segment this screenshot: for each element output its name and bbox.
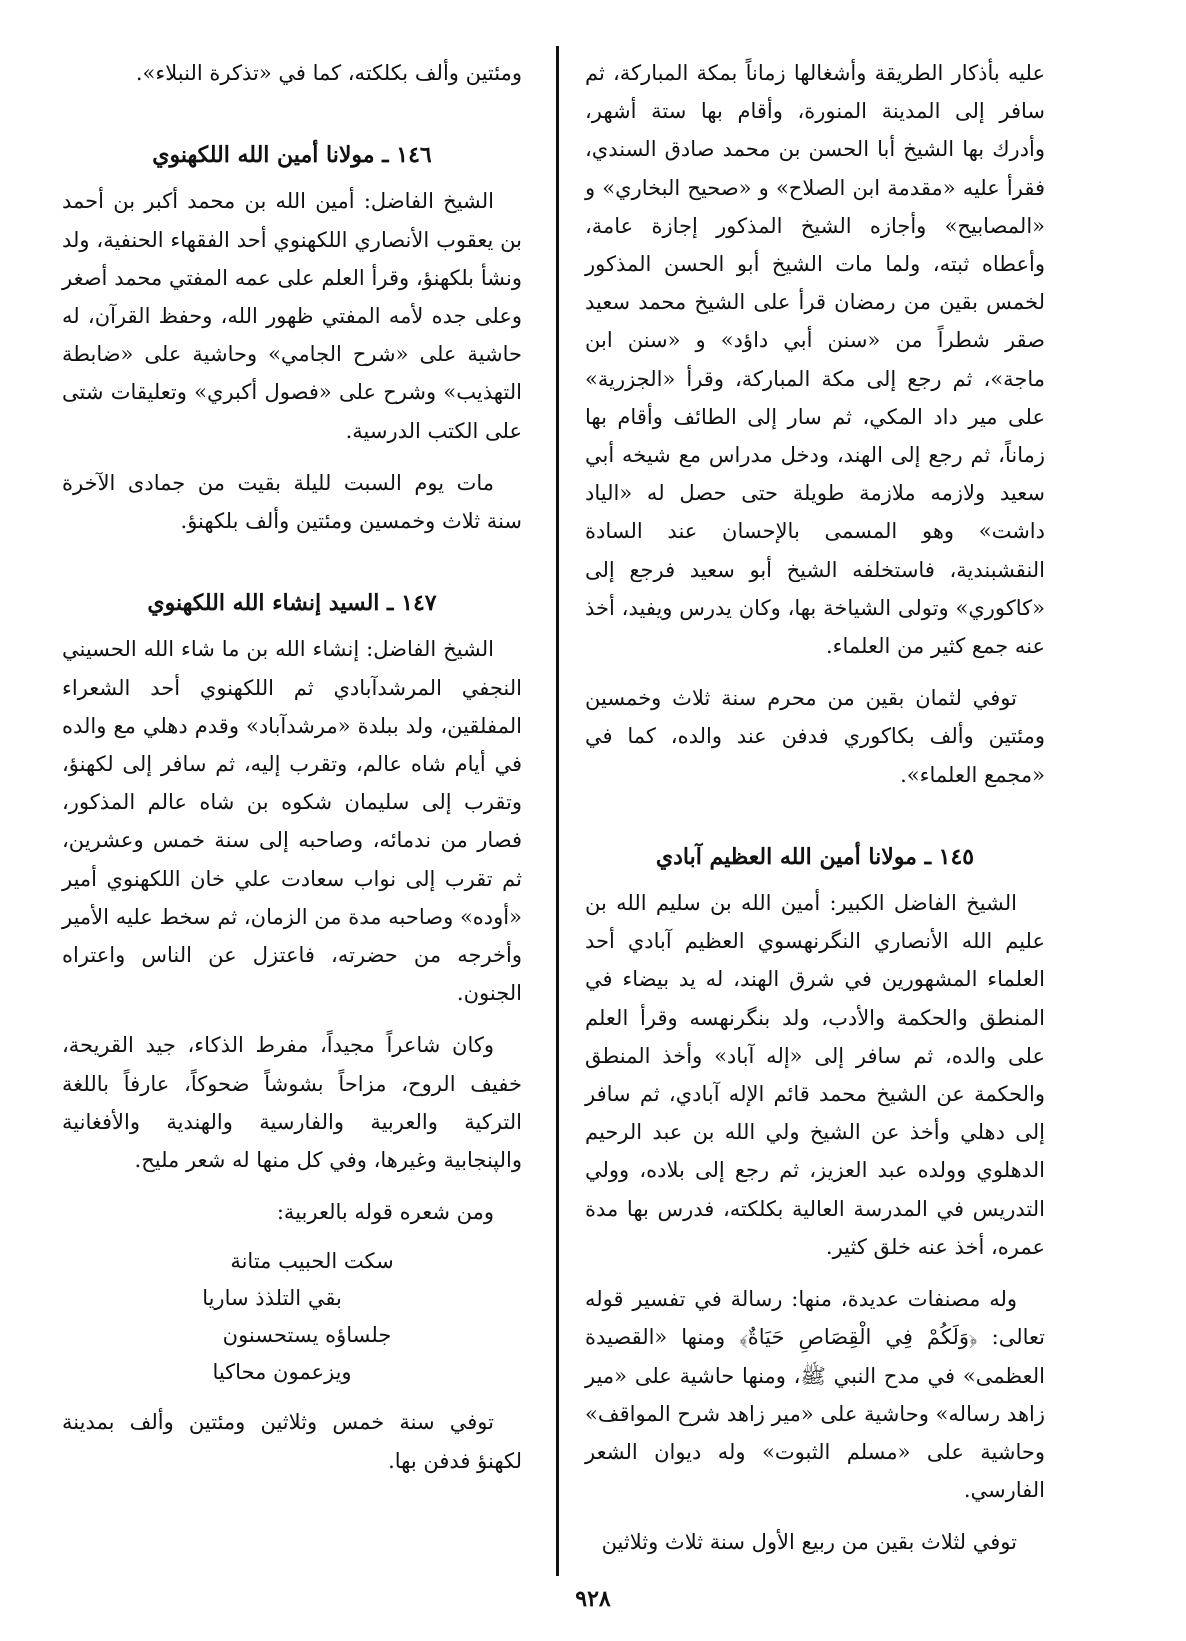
- paragraph-bio-146: الشيخ الفاضل: أمين الله بن محمد أكبر بن أحمد بن يعقوب الأنصاري اللكهنوي أحد الفقهاء الحنفية، ولد ونشأ بلكهنؤ، وقرأ العلم على عمه المفتي محمد أصغر وعلى جده لأمه المفتي ظهور الله، وحفظ القرآن، له حاشية على «شرح الجامي» وحاشية على «ضابطة التهذيب» وشرح على «فصول أكبري» وتعليقات شتى على الكتب الدرسية.: [62, 189, 522, 443]
- paragraph-works-145: وله مصنفات عديدة، منها: رسالة في تفسير قوله تعالى: ﴿وَلَكُمْ فِي الْقِصَاصِ حَيَاةٌ﴾ ومنها «القصيدة العظمى» في مدح النبي ﷺ، ومنها حاشية على «مير زاهد رساله» وحاشية على «مير زاهد شرح المواقف» وحاشية على «مسلم الثبوت» وله ديوان الشعر الفارسي.: [585, 1287, 1045, 1503]
- paragraph-intro: عليه بأذكار الطريقة وأشغالها زماناً بمكة المباركة، ثم سافر إلى المدينة المنورة، وأقام بها ستة أشهر، وأدرك بها الشيخ أبا الحسن بن محمد صادق السندي، فقرأ عليه «مقدمة ابن الصلاح» و «صحيح البخاري» و «المصابيح» وأجازه الشيخ المذكور إجازة عامة، وأعطاه ثبته، ولما مات الشيخ أبو الحسن المذكور لخمس بقين من رمضان قرأ على الشيخ محمد سعيد صقر شطراً من «سنن أبي داؤد» و «سنن ابن ماجة»، ثم رجع إلى مكة المباركة، وقرأ «الجزرية» على مير داد المكي، ثم سار إلى الطائف وأقام بها زماناً، ثم رجع إلى الهند، ودخل مدراس مع شيخه أبي سعيد ولازمه ملازمة طويلة حتى حصل له «الياد داشت» وهو المسمى بالإحسان عند السادة النقشبندية، فاستخلفه الشيخ أبو سعيد فرجع إلى «كاكوري» وتولى الشياخة بها، وكان يدرس ويفيد، أخذ عنه جمع كثير من العلماء.: [585, 61, 1045, 659]
- column-divider: [556, 46, 559, 1576]
- page-number: ٩٢٨: [575, 1586, 611, 1612]
- poem-verse: جلساؤه يستحسنون: [222, 1323, 392, 1348]
- left-column: [62, 54, 522, 1480]
- entry-heading-147: ١٤٧ ـ السيد إنشاء الله اللكهنوي: [147, 590, 437, 617]
- paragraph-death-147: توفي سنة خمس وثلاثين ومئتين وألف بمدينة لكهنؤ فدفن بها.: [62, 1410, 522, 1473]
- right-column: [585, 54, 1045, 1562]
- paragraph-death-145-start: توفي لثلاث بقين من ربيع الأول سنة ثلاث وثلاثين: [601, 1530, 1017, 1555]
- paragraph-death-145-end: ومئتين وألف بكلكته، كما في «تذكرة النبلاء».: [135, 61, 522, 85]
- paragraph-traits-147: وكان شاعراً مجيداً، مفرط الذكاء، جيد القريحة، خفيف الروح، مزاحاً بشوشاً ضحوكاً، عارفاً باللغة التركية والعربية والفارسية والهندية والأفغانية والپنجابية وغيرها، وفي كل منها له شعر مليح.: [62, 1033, 522, 1173]
- paragraph-bio-145: الشيخ الفاضل الكبير: أمين الله بن سليم الله بن عليم الله الأنصاري النگرنهسوي العظيم آبادي أحد العلماء المشهورين في شرق الهند، له يد بيضاء في المنطق والحكمة والأدب، ولد بنگرنهسه وقرأ العلم على والده، ثم سافر إلى «إله آباد» وأخذ المنطق والحكمة عن الشيخ محمد قائم الإله آبادي، ثم سافر إلى دهلي وأخذ عن الشيخ ولي الله بن عبد الرحيم الدهلوي وولده عبد العزيز، ثم رجع إلى بلاده، وولي التدريس في المدرسة العالية بكلكته، فدرس بها مدة عمره، أخذ عنه خلق كثير.: [585, 891, 1045, 1259]
- paragraph-death-146: مات يوم السبت لليلة بقيت من جمادى الآخرة سنة ثلاث وخمسين ومئتين وألف بلكهنؤ.: [62, 470, 522, 534]
- paragraph-death-144: توفي لثمان بقين من محرم سنة ثلاث وخمسين ومئتين وألف بكاكوري فدفن عند والده، كما في «مجمع العلماء».: [585, 686, 1045, 787]
- paragraph-poem-intro: ومن شعره قوله بالعربية:: [276, 1200, 494, 1225]
- entry-heading-145: ١٤٥ ـ مولانا أمين الله العظيم آبادي: [655, 843, 975, 870]
- paragraph-bio-147: الشيخ الفاضل: إنشاء الله بن ما شاء الله الحسيني النجفي المرشدآبادي ثم اللكهنوي أحد الشعراء المفلقين، ولد ببلدة «مرشدآباد» وقدم دهلي مع والده في أيام شاه عالم، وتقرب إليه، ثم سافر إلى لكهنؤ، وتقرب إلى سليمان شكوه بن شاه عالم المذكور، فصار من ندمائه، وصاحبه إلى سنة خمس وعشرين، ثم تقرب إلى نواب سعادت علي خان اللكهنوي أمير «أوده» وصاحبه مدة من الزمان، ثم سخط عليه الأمير وأخرجه من حضرته، فاعتزل عن الناس واعتراه الجنون.: [62, 637, 522, 1006]
- poem-verse: سكت الحبيب متانة: [230, 1249, 394, 1274]
- poem-verse: ويزعمون محاكيا: [212, 1360, 352, 1385]
- poem-verses: [62, 1243, 522, 1391]
- entry-heading-146: ١٤٦ ـ مولانا أمين الله اللكهنوي: [152, 142, 432, 169]
- poem-verse: بقي التلذذ ساريا: [202, 1286, 342, 1311]
